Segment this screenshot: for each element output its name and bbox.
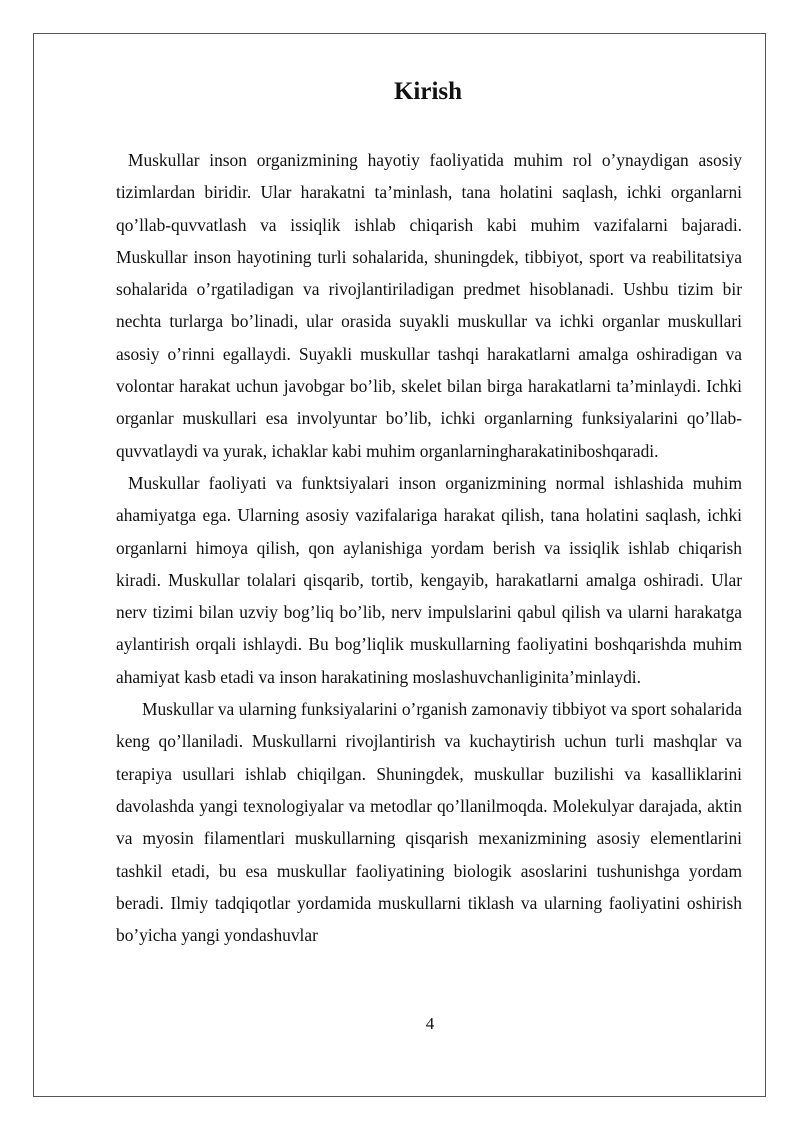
- paragraph-functions: Muskullar faoliyati va funktsiyalari inson organizmining normal ishlashida muhim ahamiyatga ega. Ularning asosiy vazifalariga harakat qilish, tana holatini saqlash, ichki organlarni himoya qilish, qon aylanishiga yordam berish va issiqlik ishlab chiqarish kiradi. Muskullar tolalari qisqarib, tortib, kengayib, harakatlarni amalga oshiradi. Ular nerv tizimi bilan uzviy bog’liq bo’lib, nerv impulslarini qabul qilish va ularni harakatga aylantirish orqali ishlaydi. Bu bog’liqlik muskullarning faoliyatini boshqarishda muhim ahamiyat kasb etadi va inson harakatining moslashuvchanliginita’minlaydi.: [116, 472, 742, 687]
- paragraph-intro: Muskullar inson organizmining hayotiy faoliyatida muhim rol o’ynaydigan asosiy tizimlardan biridir. Ular harakatni ta’minlash, tana holatini saqlash, ichki organlarni qo’llab-quvvatlash va issiqlik ishlab chiqarish kabi muhim vazifalarni bajaradi. Muskullar inson hayotining turli sohalarida, shuningdek, tibbiyot, sport va reabilitatsiya sohalarida o’rgatiladigan va rivojlantiriladigan predmet hisoblanadi. Ushbu tizim bir nechta turlarga bo’linadi, ular orasida suyakli muskullar va ichki organlar muskullari asosiy o’rinni egallaydi. Suyakli muskullar tashqi harakatlarni amalga oshiradigan va volontar harakat uchun javobgar bo’lib, skelet bilan birga harakatlarni ta’minlaydi. Ichki organlar muskullari esa involyuntar bo’lib, ichki organlarning funksiyalarini qo’llab-quvvatlaydi va yurak, ichaklar kabi muhim organlarningharakatiniboshqaradi.: [116, 150, 742, 461]
- page-number: 4: [425, 1014, 435, 1033]
- paragraph-research: Muskullar va ularning funksiyalarini o’rganish zamonaviy tibbiyot va sport sohalarida keng qo’llaniladi. Muskullarni rivojlantirish va kuchaytirish uchun turli mashqlar va terapiya usullari ishlab chiqilgan. Shuningdek, muskullar buzilishi va kasalliklarini davolashda yangi texnologiyalar va metodlar qo’llanilmoqda. Molekulyar darajada, aktin va myosin filamentlari muskullarning qisqarish mexanizmining asosiy elementlarini tashkil etadi, bu esa muskullar faoliyatining biologik asoslarini tushunishga yordam beradi. Ilmiy tadqiqotlar yordamida muskullarni tiklash va ularning faoliyatini oshirish bo’yicha yangi yondashuvlar: [116, 699, 743, 946]
- page-title: Kirish: [393, 78, 463, 105]
- document-body: [116, 144, 742, 951]
